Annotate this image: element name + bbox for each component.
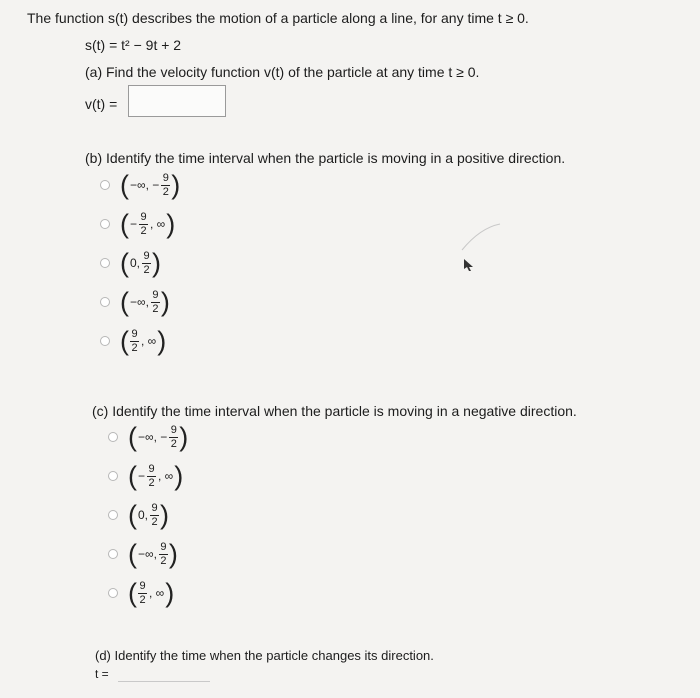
fraction-9-over-2: $\frac{9}{2}$ <box>143 249 150 276</box>
fraction-9-over-2: $\frac{9}{2}$ <box>139 579 146 606</box>
part-c-prompt: (c) Identify the time interval when the particle is moving in a negative direction. <box>92 403 577 419</box>
part-c-option-4[interactable] <box>108 537 178 571</box>
fraction-9-over-2: $\frac{9}{2}$ <box>140 210 147 237</box>
part-d-prompt: (d) Identify the time when the particle changes its direction. <box>95 648 434 663</box>
parenthesis: ( <box>128 499 137 530</box>
time-label: t = <box>95 667 109 681</box>
position-equation: s(t) = t² − 9t + 2 <box>85 37 182 53</box>
parenthesis: ) <box>168 538 178 569</box>
interval-symbol: −∞, <box>138 547 157 561</box>
interval-symbol: −∞, <box>130 295 149 309</box>
parenthesis: ) <box>160 499 170 530</box>
velocity-answer-input[interactable] <box>128 85 226 117</box>
radio-button[interactable] <box>108 588 118 598</box>
parenthesis: ) <box>157 325 167 356</box>
radio-button[interactable] <box>108 432 118 442</box>
parenthesis: ) <box>166 208 176 239</box>
interval-symbol: , ∞ <box>150 217 166 231</box>
parenthesis: ( <box>120 325 129 356</box>
problem-intro: The function s(t) describes the motion of a particle along a line, for any time t ≥ 0. <box>27 10 529 26</box>
fraction-9-over-2: $\frac{9}{2}$ <box>131 327 138 354</box>
parenthesis: ( <box>128 538 137 569</box>
part-c-option-3[interactable] <box>108 498 169 532</box>
cursor-icon <box>462 258 476 272</box>
parenthesis: ( <box>120 247 129 278</box>
part-b-option-2[interactable] <box>100 207 175 241</box>
radio-button[interactable] <box>108 510 118 520</box>
parenthesis: ) <box>179 421 189 452</box>
parenthesis: ( <box>120 169 129 200</box>
interval-symbol: − <box>130 217 138 231</box>
part-b-prompt: (b) Identify the time interval when the particle is moving in a positive direction. <box>85 150 566 166</box>
fraction-9-over-2: $\frac{9}{2}$ <box>162 171 169 198</box>
radio-button[interactable] <box>108 471 118 481</box>
fraction-9-over-2: $\frac{9}{2}$ <box>151 501 158 528</box>
parenthesis: ) <box>174 460 184 491</box>
radio-button[interactable] <box>100 297 110 307</box>
parenthesis: ( <box>120 286 129 317</box>
radio-button[interactable] <box>100 336 110 346</box>
radio-button[interactable] <box>100 219 110 229</box>
velocity-label: v(t) = <box>85 96 118 112</box>
radio-button[interactable] <box>100 180 110 190</box>
part-b-option-5[interactable] <box>100 324 166 358</box>
part-c-option-1[interactable] <box>108 420 188 454</box>
radio-button[interactable] <box>108 549 118 559</box>
interval-symbol: 0, <box>130 256 141 270</box>
part-c-option-5[interactable] <box>108 576 174 610</box>
interval-symbol: , ∞ <box>158 469 174 483</box>
part-b-option-4[interactable] <box>100 285 170 319</box>
parenthesis: ( <box>128 577 137 608</box>
time-answer-input[interactable] <box>118 681 210 682</box>
parenthesis: ) <box>165 577 175 608</box>
parenthesis: ( <box>128 421 137 452</box>
part-b-option-1[interactable] <box>100 168 180 202</box>
parenthesis: ) <box>152 247 162 278</box>
parenthesis: ) <box>171 169 181 200</box>
parenthesis: ( <box>128 460 137 491</box>
interval-symbol: − <box>138 469 146 483</box>
part-a-prompt: (a) Find the velocity function v(t) of the particle at any time t ≥ 0. <box>85 64 480 80</box>
part-b-option-3[interactable] <box>100 246 161 280</box>
parenthesis: ) <box>160 286 170 317</box>
part-c-option-2[interactable] <box>108 459 183 493</box>
radio-button[interactable] <box>100 258 110 268</box>
parenthesis: ( <box>120 208 129 239</box>
fraction-9-over-2: $\frac{9}{2}$ <box>170 423 177 450</box>
fraction-9-over-2: $\frac{9}{2}$ <box>160 540 167 567</box>
fraction-9-over-2: $\frac{9}{2}$ <box>152 288 159 315</box>
interval-symbol: −∞, − <box>138 430 168 444</box>
interval-symbol: 0, <box>138 508 149 522</box>
fraction-9-over-2: $\frac{9}{2}$ <box>148 462 155 489</box>
interval-symbol: , ∞ <box>149 586 165 600</box>
interval-symbol: −∞, − <box>130 178 160 192</box>
interval-symbol: , ∞ <box>141 334 157 348</box>
